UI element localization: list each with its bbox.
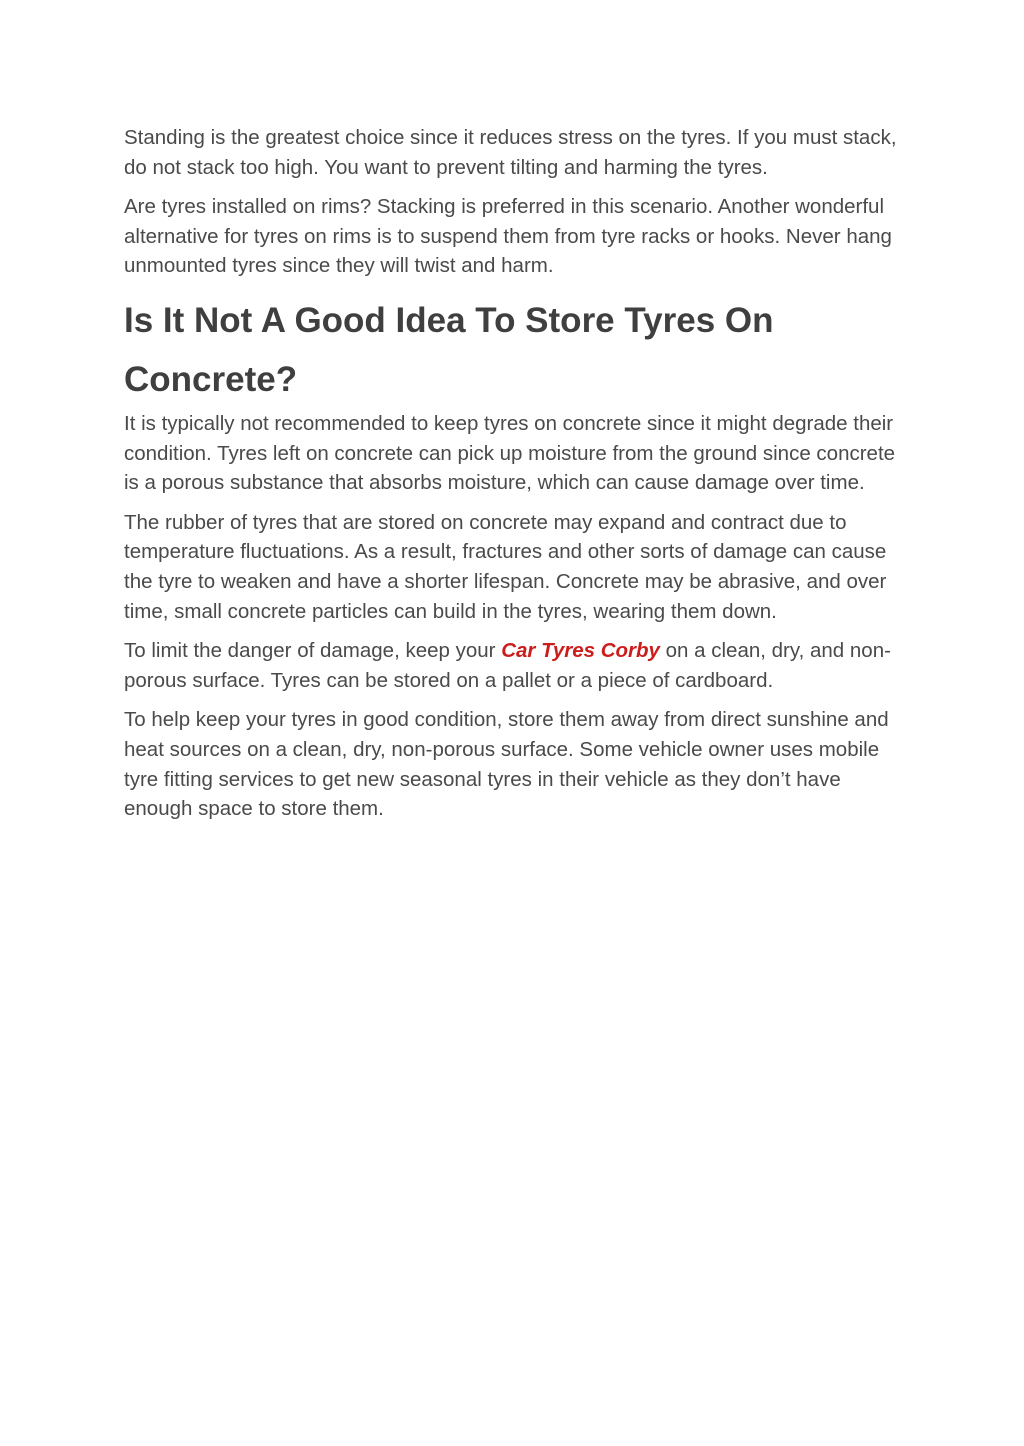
paragraph-good-condition: To help keep your tyres in good condition, store them away from direct sunshine and heat sources on a clean, dry, non-porous surface. Some vehicle owner uses mobile tyre fitting services to get new seasonal tyres in their vehicle as they don’t have enough space to store them.: [124, 708, 889, 821]
paragraph-temperature: The rubber of tyres that are stored on concrete may expand and contract due to temperature fluctuations. As a result, fractures and other sorts of damage can cause the tyre to weaken and have a shorter lifespan. Concrete may be abrasive, and over time, small concrete particles can build in the tyres, wearing them down.: [124, 510, 887, 623]
car-tyres-corby-link[interactable]: Car Tyres Corby: [501, 639, 660, 663]
paragraph-limit-damage-end: on a clean, dry, and non-porous surface. Tyres can be stored on a pallet or a piece of cardboard.: [124, 639, 891, 692]
paragraph-limit-damage-start: To limit the danger of damage, keep your: [124, 639, 502, 663]
paragraph-stacking: Standing is the greatest choice since it reduces stress on the tyres. If you must stack, do not stack too high. You want to prevent tilting and harming the tyres.: [124, 126, 897, 179]
paragraph-limit-damage: [124, 636, 899, 695]
document-body: [124, 123, 899, 834]
paragraph-rims: Are tyres installed on rims? Stacking is preferred in this scenario. Another wonderful alternative for tyres on rims is to suspend them from tyre racks or hooks. Never hang unmounted tyres since they will twist and harm.: [124, 195, 892, 278]
paragraph-concrete-moisture: It is typically not recommended to keep tyres on concrete since it might degrade their condition. Tyres left on concrete can pick up moisture from the ground since concrete is a porous substance that absorbs moisture, which can cause damage over time.: [124, 411, 896, 495]
section-heading: Is It Not A Good Idea To Store Tyres On Concrete?: [124, 300, 774, 399]
